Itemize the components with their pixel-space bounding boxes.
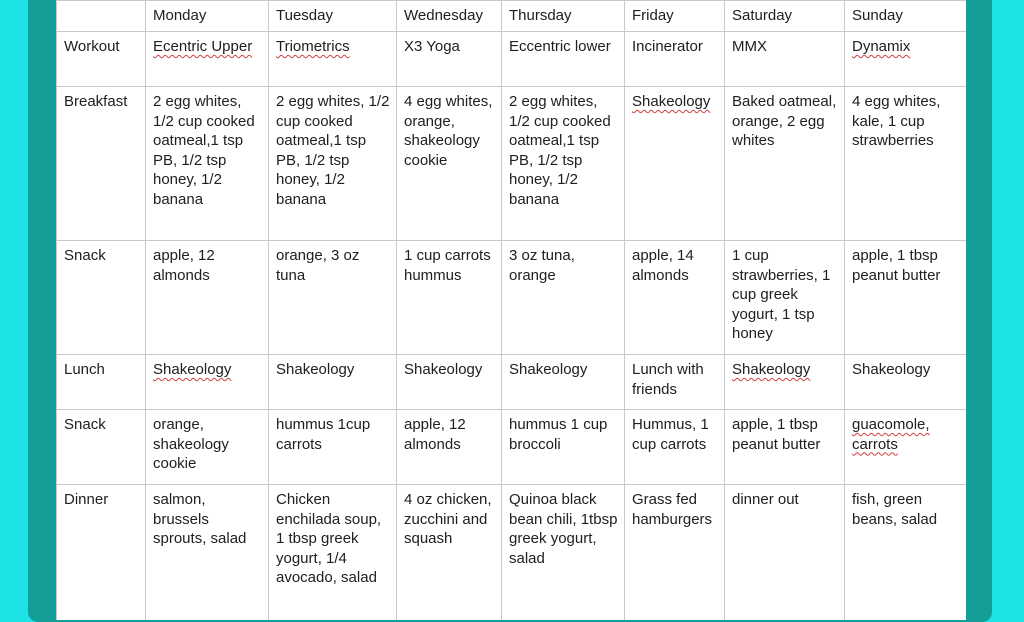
table-cell [845, 410, 967, 485]
weekly-meal-plan-table [56, 0, 966, 620]
table-row-snack [57, 410, 967, 485]
table-cell: orange, shakeology cookie [146, 410, 269, 485]
row-label: Workout [57, 32, 146, 87]
cell-text: Ecentric Upper [153, 38, 253, 55]
table-row-workout [57, 32, 967, 87]
row-label: Lunch [57, 355, 146, 410]
table-cell: apple, 14 almonds [625, 241, 725, 355]
cell-text: Triometrics [276, 38, 350, 55]
table-cell [146, 32, 269, 87]
table-cell: Shakeology [269, 355, 397, 410]
day-header: Sunday [845, 1, 967, 32]
table-cell: hummus 1 cup broccoli [502, 410, 625, 485]
cell-text: Shakeology [632, 93, 711, 110]
table-cell: apple, 12 almonds [146, 241, 269, 355]
table-cell: 3 oz tuna, orange [502, 241, 625, 355]
table-cell: Chicken enchilada soup, 1 tbsp greek yogurt, 1/4 avocado, salad [269, 485, 397, 621]
table-row-breakfast [57, 87, 967, 241]
table-cell: 4 egg whites, kale, 1 cup strawberries [845, 87, 967, 241]
table-cell: 2 egg whites, 1/2 cup cooked oatmeal,1 tsp PB, 1/2 tsp honey, 1/2 banana [146, 87, 269, 241]
cell-text: guacomole, carrots [852, 416, 930, 453]
day-header: Tuesday [269, 1, 397, 32]
table-cell [269, 32, 397, 87]
table-cell: salmon, brussels sprouts, salad [146, 485, 269, 621]
table-cell: apple, 1 tbsp peanut butter [845, 241, 967, 355]
table-cell: 1 cup carrots hummus [397, 241, 502, 355]
row-label: Snack [57, 410, 146, 485]
table-cell: Hummus, 1 cup carrots [625, 410, 725, 485]
meal-plan-sheet [56, 0, 966, 620]
table-cell [625, 87, 725, 241]
table-cell: 4 egg whites, orange, shakeology cookie [397, 87, 502, 241]
table-cell [725, 355, 845, 410]
day-header: Thursday [502, 1, 625, 32]
day-header: Friday [625, 1, 725, 32]
table-cell: apple, 12 almonds [397, 410, 502, 485]
day-header: Monday [146, 1, 269, 32]
table-cell: Incinerator [625, 32, 725, 87]
table-cell: apple, 1 tbsp peanut butter [725, 410, 845, 485]
table-cell: 2 egg whites, 1/2 cup cooked oatmeal,1 tsp PB, 1/2 tsp honey, 1/2 banana [269, 87, 397, 241]
table-row-snack [57, 241, 967, 355]
table-row-lunch [57, 355, 967, 410]
table-cell: Quinoa black bean chili, 1tbsp greek yogurt, salad [502, 485, 625, 621]
table-cell: Grass fed hamburgers [625, 485, 725, 621]
row-label: Dinner [57, 485, 146, 621]
table-cell: Lunch with friends [625, 355, 725, 410]
table-cell: 2 egg whites, 1/2 cup cooked oatmeal,1 tsp PB, 1/2 tsp honey, 1/2 banana [502, 87, 625, 241]
table-cell: Eccentric lower [502, 32, 625, 87]
table-cell: X3 Yoga [397, 32, 502, 87]
table-cell: orange, 3 oz tuna [269, 241, 397, 355]
table-cell: 1 cup strawberries, 1 cup greek yogurt, 1 tsp honey [725, 241, 845, 355]
table-cell: hummus 1cup carrots [269, 410, 397, 485]
row-label: Snack [57, 241, 146, 355]
table-cell: Baked oatmeal, orange, 2 egg whites [725, 87, 845, 241]
table-cell: fish, green beans, salad [845, 485, 967, 621]
row-label: Breakfast [57, 87, 146, 241]
cell-text: Dynamix [852, 38, 911, 55]
day-header: Wednesday [397, 1, 502, 32]
table-cell: MMX [725, 32, 845, 87]
table-cell: Shakeology [502, 355, 625, 410]
table-cell: 4 oz chicken, zucchini and squash [397, 485, 502, 621]
day-header: Saturday [725, 1, 845, 32]
table-cell: Shakeology [397, 355, 502, 410]
corner-cell [57, 1, 146, 32]
table-cell [845, 32, 967, 87]
header-row [57, 1, 967, 32]
table-cell [146, 355, 269, 410]
cell-text: Shakeology [732, 361, 811, 378]
table-cell: dinner out [725, 485, 845, 621]
table-cell: Shakeology [845, 355, 967, 410]
cell-text: Shakeology [153, 361, 232, 378]
